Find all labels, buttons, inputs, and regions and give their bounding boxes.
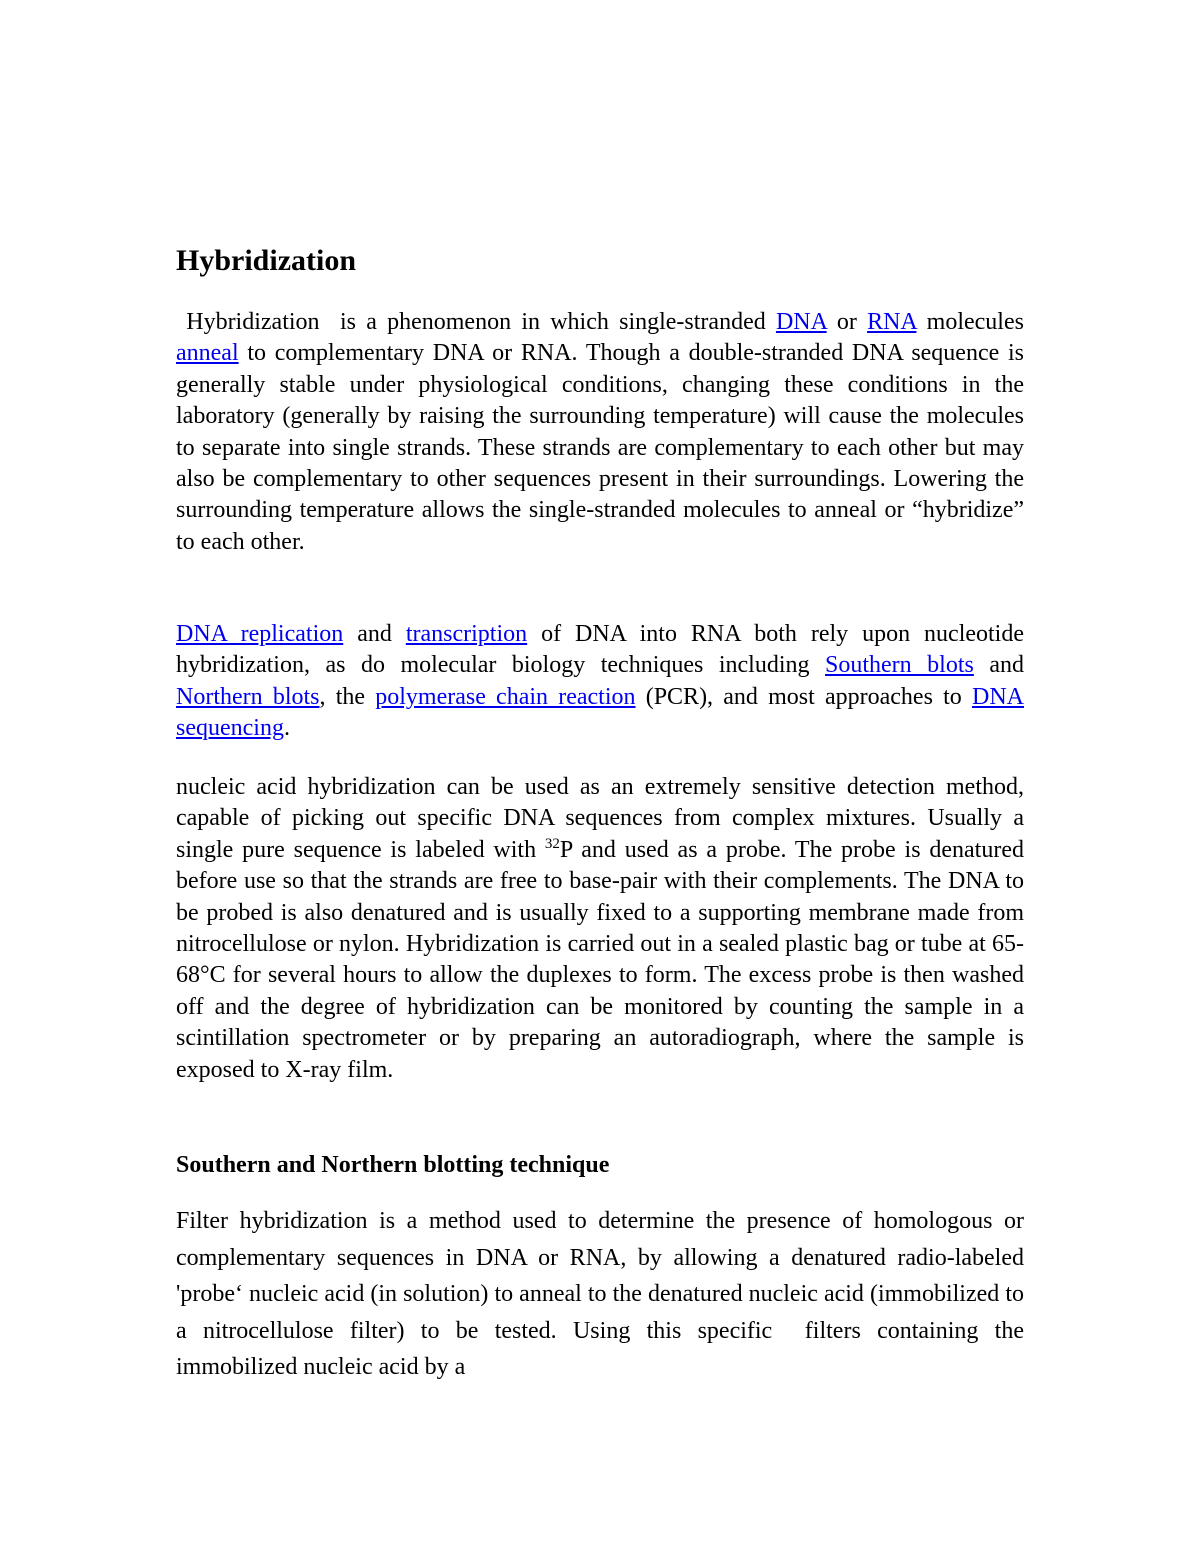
link-dna[interactable]: DNA [775,309,827,335]
paragraph-detection [176,772,1024,1086]
link-dna-sequencing[interactable]: DNA sequencing [176,683,1024,742]
paragraph-filter-hybridization: Filter hybridization is a method used to determine the presence of homologous or complementary sequences in DNA or RNA, by allowing a denatured radio-labeled 'probe‘ nucleic acid (in solution) to anneal to the denatured nucleic acid (immobilized to a nitrocellulose filter) to be tested. Using this specific filters containing the immobilized nucleic acid by a [176,1208,1024,1380]
text-run: or [826,309,868,335]
text-run: , the [319,683,376,710]
text-run: and [973,652,1025,679]
link-pcr[interactable]: polymerase chain reaction [375,683,636,710]
isotope-superscript: 32 [544,835,560,852]
link-rna[interactable]: RNA [867,309,917,335]
link-dna-replication[interactable]: DNA replication [176,621,344,647]
text-run: molecules [916,309,1024,335]
text-run: . [283,715,290,742]
link-transcription[interactable]: transcription [405,621,528,647]
text-run: of DNA into RNA both rely upon nucleotide hybridization, as do molecular biology techniques including [176,621,1025,679]
text-run: nucleic acid hybridization can be used as an extremely sensitive detection method, capable of picking out specific DNA sequences from complex mixtures. Usually a single pure sequence is labeled with [176,774,1024,863]
link-northern-blots[interactable]: Northern blots [176,683,320,710]
text-run: Hybridization is a phenomenon in which single-stranded [176,309,776,335]
paragraph-definition [176,307,1024,558]
text-run: P and used as a probe. The probe is denatured before use so that the strands are free to base-pair with their complements. The DNA to be probed is also denatured and is usually fixed to a supporting membrane made from nitrocellulose or nylon. Hybridization is carried out in a sealed plastic bag or tube at 65-68°C for several hours to allow the duplexes to form. The excess probe is then washed off and the degree of hybridization can be monitored by counting the sample in a scintillation spectrometer or by preparing an autoradiograph, where the sample is exposed to X-ray film. [176,836,1024,1083]
section-heading: Southern and Northern blotting technique [176,1152,610,1178]
link-southern-blots[interactable]: Southern blots [825,652,974,679]
text-run: to complementary DNA or RNA. Though a double-stranded DNA sequence is generally stable under physiological conditions, changing these conditions in the laboratory (generally by raising the surrounding temperature) will cause the molecules to separate into single strands. These strands are complementary to each other but may also be complementary to other sequences present in their surroundings. Lowering the surrounding temperature allows the single-stranded molecules to anneal or “hybridize” to each other. [176,340,1024,555]
text-run: (PCR), and most approaches to [635,683,972,710]
link-anneal[interactable]: anneal [176,340,239,367]
text-run: and [343,621,406,647]
page-title: Hybridization [176,244,357,277]
paragraph-applications [176,619,1024,745]
